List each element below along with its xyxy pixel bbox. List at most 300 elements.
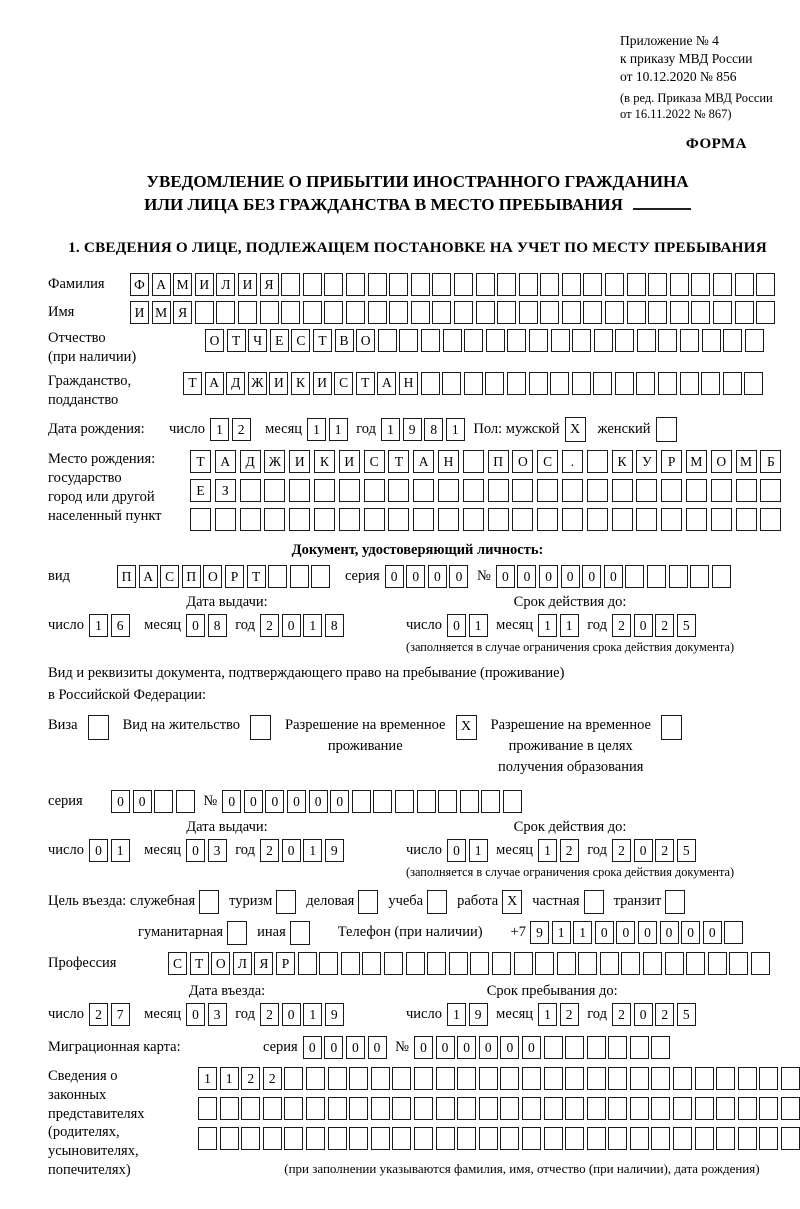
char-cell[interactable]: 1 — [303, 614, 322, 637]
char-cell[interactable]: Л — [216, 273, 235, 296]
char-cell[interactable] — [759, 1097, 778, 1120]
char-cell[interactable] — [661, 479, 682, 502]
char-cell[interactable]: 0 — [414, 1036, 433, 1059]
char-cell[interactable]: 9 — [403, 418, 422, 441]
char-cell[interactable]: 0 — [265, 790, 284, 813]
char-cell[interactable] — [578, 952, 597, 975]
char-cell[interactable] — [551, 329, 570, 352]
tourism-checkbox[interactable] — [276, 890, 296, 914]
char-cell[interactable] — [371, 1097, 390, 1120]
char-cell[interactable]: С — [291, 329, 310, 352]
visa-checkbox[interactable] — [88, 715, 109, 740]
char-cell[interactable] — [522, 1127, 541, 1150]
char-cell[interactable] — [436, 1127, 455, 1150]
char-cell[interactable] — [500, 1127, 519, 1150]
char-cell[interactable]: И — [195, 273, 214, 296]
char-cell[interactable] — [751, 952, 770, 975]
char-cell[interactable] — [615, 329, 634, 352]
char-cell[interactable]: П — [488, 450, 509, 473]
char-cell[interactable] — [328, 1097, 347, 1120]
char-cell[interactable]: 0 — [479, 1036, 498, 1059]
char-cell[interactable] — [522, 1097, 541, 1120]
char-cell[interactable] — [736, 508, 757, 531]
char-cell[interactable] — [781, 1097, 800, 1120]
char-cell[interactable]: Ж — [264, 450, 285, 473]
char-cell[interactable]: Т — [247, 565, 266, 588]
char-cell[interactable] — [729, 952, 748, 975]
char-cell[interactable] — [673, 1127, 692, 1150]
char-cell[interactable] — [263, 1097, 282, 1120]
char-cell[interactable]: 2 — [89, 1003, 108, 1026]
char-cell[interactable]: Т — [190, 450, 211, 473]
char-cell[interactable] — [735, 301, 754, 324]
char-cell[interactable]: И — [238, 273, 257, 296]
char-cell[interactable]: А — [215, 450, 236, 473]
female-checkbox[interactable] — [656, 417, 677, 442]
char-cell[interactable] — [691, 301, 710, 324]
char-cell[interactable]: А — [152, 273, 171, 296]
char-cell[interactable] — [612, 508, 633, 531]
char-cell[interactable]: К — [291, 372, 310, 395]
char-cell[interactable]: О — [356, 329, 375, 352]
char-cell[interactable] — [264, 508, 285, 531]
char-cell[interactable]: 0 — [436, 1036, 455, 1059]
char-cell[interactable]: 1 — [111, 839, 130, 862]
char-cell[interactable]: 0 — [287, 790, 306, 813]
char-cell[interactable]: 8 — [325, 614, 344, 637]
char-cell[interactable]: Р — [276, 952, 295, 975]
char-cell[interactable] — [346, 273, 365, 296]
char-cell[interactable]: 0 — [634, 839, 653, 862]
char-cell[interactable] — [319, 952, 338, 975]
char-cell[interactable]: И — [130, 301, 149, 324]
char-cell[interactable]: 0 — [616, 921, 635, 944]
char-cell[interactable] — [630, 1097, 649, 1120]
char-cell[interactable] — [417, 790, 436, 813]
char-cell[interactable]: Р — [225, 565, 244, 588]
char-cell[interactable] — [716, 1067, 735, 1090]
char-cell[interactable] — [411, 301, 430, 324]
char-cell[interactable]: Е — [270, 329, 289, 352]
char-cell[interactable]: 0 — [539, 565, 558, 588]
char-cell[interactable] — [284, 1097, 303, 1120]
char-cell[interactable]: 2 — [655, 614, 674, 637]
char-cell[interactable] — [414, 1067, 433, 1090]
char-cell[interactable] — [488, 479, 509, 502]
char-cell[interactable] — [284, 1127, 303, 1150]
char-cell[interactable]: 1 — [469, 614, 488, 637]
char-cell[interactable] — [470, 952, 489, 975]
char-cell[interactable]: Б — [760, 450, 781, 473]
char-cell[interactable] — [691, 273, 710, 296]
char-cell[interactable]: 0 — [406, 565, 425, 588]
official-checkbox[interactable] — [199, 890, 219, 914]
char-cell[interactable] — [454, 301, 473, 324]
char-cell[interactable] — [713, 273, 732, 296]
char-cell[interactable] — [384, 952, 403, 975]
char-cell[interactable] — [760, 508, 781, 531]
char-cell[interactable] — [460, 790, 479, 813]
char-cell[interactable] — [432, 301, 451, 324]
char-cell[interactable] — [572, 372, 591, 395]
char-cell[interactable] — [324, 301, 343, 324]
char-cell[interactable] — [290, 565, 309, 588]
char-cell[interactable] — [680, 372, 699, 395]
char-cell[interactable]: Л — [233, 952, 252, 975]
char-cell[interactable]: 2 — [260, 839, 279, 862]
char-cell[interactable]: 0 — [582, 565, 601, 588]
char-cell[interactable] — [215, 508, 236, 531]
char-cell[interactable] — [492, 952, 511, 975]
char-cell[interactable] — [587, 1067, 606, 1090]
char-cell[interactable] — [421, 329, 440, 352]
char-cell[interactable] — [463, 508, 484, 531]
char-cell[interactable]: 0 — [496, 565, 515, 588]
char-cell[interactable] — [500, 1067, 519, 1090]
char-cell[interactable]: 9 — [325, 1003, 344, 1026]
char-cell[interactable]: О — [512, 450, 533, 473]
char-cell[interactable]: К — [314, 450, 335, 473]
char-cell[interactable] — [529, 372, 548, 395]
char-cell[interactable] — [605, 273, 624, 296]
char-cell[interactable] — [341, 952, 360, 975]
char-cell[interactable] — [572, 329, 591, 352]
char-cell[interactable]: 0 — [634, 1003, 653, 1026]
char-cell[interactable]: 9 — [530, 921, 549, 944]
char-cell[interactable] — [260, 301, 279, 324]
char-cell[interactable] — [346, 301, 365, 324]
char-cell[interactable] — [537, 508, 558, 531]
char-cell[interactable] — [738, 1127, 757, 1150]
char-cell[interactable] — [760, 479, 781, 502]
char-cell[interactable] — [314, 508, 335, 531]
char-cell[interactable]: Т — [190, 952, 209, 975]
char-cell[interactable] — [583, 273, 602, 296]
char-cell[interactable] — [670, 301, 689, 324]
char-cell[interactable] — [587, 508, 608, 531]
char-cell[interactable] — [284, 1067, 303, 1090]
char-cell[interactable] — [411, 273, 430, 296]
humanitarian-checkbox[interactable] — [227, 921, 247, 945]
char-cell[interactable]: 0 — [681, 921, 700, 944]
char-cell[interactable] — [565, 1097, 584, 1120]
char-cell[interactable] — [497, 301, 516, 324]
char-cell[interactable]: 0 — [703, 921, 722, 944]
char-cell[interactable] — [711, 479, 732, 502]
char-cell[interactable] — [339, 508, 360, 531]
char-cell[interactable]: 7 — [111, 1003, 130, 1026]
char-cell[interactable]: 1 — [303, 1003, 322, 1026]
char-cell[interactable]: 8 — [424, 418, 443, 441]
char-cell[interactable]: Я — [173, 301, 192, 324]
char-cell[interactable] — [399, 329, 418, 352]
char-cell[interactable] — [759, 1067, 778, 1090]
business-checkbox[interactable] — [358, 890, 378, 914]
char-cell[interactable] — [481, 790, 500, 813]
char-cell[interactable] — [537, 479, 558, 502]
char-cell[interactable] — [736, 479, 757, 502]
char-cell[interactable] — [759, 1127, 778, 1150]
char-cell[interactable]: Я — [254, 952, 273, 975]
char-cell[interactable] — [686, 479, 707, 502]
char-cell[interactable] — [686, 952, 705, 975]
char-cell[interactable] — [670, 273, 689, 296]
char-cell[interactable] — [608, 1097, 627, 1120]
char-cell[interactable]: 1 — [469, 839, 488, 862]
char-cell[interactable] — [701, 372, 720, 395]
char-cell[interactable] — [608, 1036, 627, 1059]
char-cell[interactable]: 1 — [307, 418, 326, 441]
char-cell[interactable]: Н — [438, 450, 459, 473]
char-cell[interactable] — [781, 1127, 800, 1150]
char-cell[interactable] — [371, 1067, 390, 1090]
char-cell[interactable]: 0 — [447, 614, 466, 637]
char-cell[interactable]: 5 — [677, 839, 696, 862]
char-cell[interactable] — [395, 790, 414, 813]
char-cell[interactable]: П — [182, 565, 201, 588]
char-cell[interactable]: 0 — [282, 839, 301, 862]
char-cell[interactable] — [457, 1067, 476, 1090]
char-cell[interactable]: Д — [240, 450, 261, 473]
char-cell[interactable] — [643, 952, 662, 975]
char-cell[interactable]: 0 — [282, 614, 301, 637]
char-cell[interactable]: Р — [661, 450, 682, 473]
residence-permit-checkbox[interactable] — [250, 715, 271, 740]
char-cell[interactable]: 0 — [309, 790, 328, 813]
char-cell[interactable] — [648, 273, 667, 296]
char-cell[interactable] — [176, 790, 195, 813]
char-cell[interactable]: А — [205, 372, 224, 395]
char-cell[interactable] — [587, 450, 608, 473]
char-cell[interactable] — [240, 508, 261, 531]
char-cell[interactable] — [352, 790, 371, 813]
char-cell[interactable] — [583, 301, 602, 324]
study-checkbox[interactable] — [427, 890, 447, 914]
char-cell[interactable] — [479, 1097, 498, 1120]
char-cell[interactable]: Т — [356, 372, 375, 395]
char-cell[interactable]: 1 — [381, 418, 400, 441]
char-cell[interactable] — [373, 790, 392, 813]
char-cell[interactable] — [488, 508, 509, 531]
char-cell[interactable] — [389, 301, 408, 324]
char-cell[interactable]: О — [203, 565, 222, 588]
char-cell[interactable]: 2 — [560, 1003, 579, 1026]
char-cell[interactable] — [476, 273, 495, 296]
char-cell[interactable]: 2 — [263, 1067, 282, 1090]
char-cell[interactable] — [673, 1067, 692, 1090]
char-cell[interactable] — [593, 372, 612, 395]
char-cell[interactable] — [723, 372, 742, 395]
char-cell[interactable] — [220, 1127, 239, 1150]
char-cell[interactable]: И — [269, 372, 288, 395]
char-cell[interactable]: М — [173, 273, 192, 296]
char-cell[interactable] — [744, 372, 763, 395]
char-cell[interactable] — [550, 372, 569, 395]
char-cell[interactable] — [630, 1067, 649, 1090]
char-cell[interactable] — [756, 273, 775, 296]
char-cell[interactable] — [651, 1067, 670, 1090]
char-cell[interactable] — [562, 273, 581, 296]
char-cell[interactable] — [587, 1097, 606, 1120]
char-cell[interactable] — [540, 273, 559, 296]
char-cell[interactable]: 2 — [560, 839, 579, 862]
char-cell[interactable] — [389, 273, 408, 296]
char-cell[interactable] — [636, 508, 657, 531]
char-cell[interactable] — [535, 952, 554, 975]
char-cell[interactable] — [436, 1097, 455, 1120]
char-cell[interactable] — [612, 479, 633, 502]
char-cell[interactable] — [544, 1127, 563, 1150]
char-cell[interactable]: 0 — [186, 1003, 205, 1026]
char-cell[interactable]: А — [377, 372, 396, 395]
char-cell[interactable]: 0 — [330, 790, 349, 813]
char-cell[interactable]: 2 — [232, 418, 251, 441]
char-cell[interactable]: 0 — [517, 565, 536, 588]
char-cell[interactable]: У — [636, 450, 657, 473]
title-blank-underline[interactable] — [633, 194, 691, 210]
char-cell[interactable] — [647, 565, 666, 588]
char-cell[interactable]: О — [211, 952, 230, 975]
char-cell[interactable]: Ф — [130, 273, 149, 296]
char-cell[interactable]: 0 — [449, 565, 468, 588]
char-cell[interactable]: А — [139, 565, 158, 588]
char-cell[interactable] — [507, 329, 526, 352]
char-cell[interactable] — [695, 1067, 714, 1090]
char-cell[interactable] — [637, 329, 656, 352]
char-cell[interactable] — [306, 1097, 325, 1120]
char-cell[interactable]: 1 — [89, 614, 108, 637]
char-cell[interactable] — [669, 565, 688, 588]
char-cell[interactable] — [414, 1097, 433, 1120]
char-cell[interactable]: М — [152, 301, 171, 324]
char-cell[interactable] — [512, 508, 533, 531]
char-cell[interactable] — [745, 329, 764, 352]
char-cell[interactable]: 9 — [469, 1003, 488, 1026]
char-cell[interactable]: О — [711, 450, 732, 473]
char-cell[interactable] — [673, 1097, 692, 1120]
char-cell[interactable]: 0 — [222, 790, 241, 813]
char-cell[interactable]: 0 — [604, 565, 623, 588]
char-cell[interactable] — [680, 329, 699, 352]
char-cell[interactable] — [512, 479, 533, 502]
char-cell[interactable] — [388, 479, 409, 502]
char-cell[interactable]: П — [117, 565, 136, 588]
char-cell[interactable]: 0 — [638, 921, 657, 944]
char-cell[interactable]: 3 — [208, 839, 227, 862]
char-cell[interactable]: С — [537, 450, 558, 473]
char-cell[interactable]: О — [205, 329, 224, 352]
char-cell[interactable] — [289, 508, 310, 531]
work-checkbox[interactable]: X — [502, 890, 522, 914]
char-cell[interactable] — [240, 479, 261, 502]
char-cell[interactable]: Т — [388, 450, 409, 473]
char-cell[interactable]: С — [334, 372, 353, 395]
char-cell[interactable]: 0 — [634, 614, 653, 637]
char-cell[interactable]: 0 — [133, 790, 152, 813]
char-cell[interactable]: 0 — [324, 1036, 343, 1059]
char-cell[interactable] — [627, 273, 646, 296]
char-cell[interactable]: 0 — [346, 1036, 365, 1059]
char-cell[interactable] — [264, 479, 285, 502]
char-cell[interactable]: Ж — [248, 372, 267, 395]
male-checkbox[interactable]: X — [565, 417, 586, 442]
char-cell[interactable] — [190, 508, 211, 531]
other-checkbox[interactable] — [290, 921, 310, 945]
char-cell[interactable] — [529, 329, 548, 352]
char-cell[interactable] — [328, 1067, 347, 1090]
char-cell[interactable] — [507, 372, 526, 395]
char-cell[interactable]: 2 — [241, 1067, 260, 1090]
char-cell[interactable]: 1 — [538, 1003, 557, 1026]
char-cell[interactable]: 1 — [552, 921, 571, 944]
char-cell[interactable] — [479, 1067, 498, 1090]
char-cell[interactable]: 0 — [282, 1003, 301, 1026]
char-cell[interactable] — [198, 1097, 217, 1120]
char-cell[interactable] — [281, 273, 300, 296]
char-cell[interactable]: 5 — [677, 1003, 696, 1026]
char-cell[interactable] — [562, 301, 581, 324]
char-cell[interactable] — [268, 565, 287, 588]
char-cell[interactable] — [630, 1036, 649, 1059]
char-cell[interactable]: 1 — [198, 1067, 217, 1090]
char-cell[interactable] — [443, 329, 462, 352]
char-cell[interactable] — [339, 479, 360, 502]
char-cell[interactable]: Т — [183, 372, 202, 395]
char-cell[interactable] — [427, 952, 446, 975]
char-cell[interactable] — [500, 1097, 519, 1120]
char-cell[interactable] — [738, 1097, 757, 1120]
char-cell[interactable] — [463, 479, 484, 502]
char-cell[interactable]: 1 — [447, 1003, 466, 1026]
char-cell[interactable]: Н — [399, 372, 418, 395]
char-cell[interactable] — [303, 273, 322, 296]
temp-residence-checkbox[interactable]: X — [456, 715, 477, 740]
char-cell[interactable] — [587, 479, 608, 502]
char-cell[interactable] — [738, 1067, 757, 1090]
char-cell[interactable]: 1 — [446, 418, 465, 441]
char-cell[interactable] — [263, 1127, 282, 1150]
char-cell[interactable] — [665, 952, 684, 975]
char-cell[interactable] — [686, 508, 707, 531]
char-cell[interactable] — [713, 301, 732, 324]
char-cell[interactable] — [600, 952, 619, 975]
char-cell[interactable]: А — [413, 450, 434, 473]
char-cell[interactable] — [625, 565, 644, 588]
char-cell[interactable] — [154, 790, 173, 813]
private-checkbox[interactable] — [584, 890, 604, 914]
char-cell[interactable]: 8 — [208, 614, 227, 637]
char-cell[interactable] — [362, 952, 381, 975]
char-cell[interactable] — [241, 1097, 260, 1120]
char-cell[interactable]: Ч — [248, 329, 267, 352]
char-cell[interactable] — [695, 1127, 714, 1150]
char-cell[interactable] — [454, 273, 473, 296]
char-cell[interactable]: 2 — [612, 1003, 631, 1026]
char-cell[interactable] — [651, 1127, 670, 1150]
char-cell[interactable] — [658, 329, 677, 352]
char-cell[interactable] — [479, 1127, 498, 1150]
char-cell[interactable] — [281, 301, 300, 324]
char-cell[interactable] — [421, 372, 440, 395]
char-cell[interactable] — [195, 301, 214, 324]
char-cell[interactable]: 0 — [303, 1036, 322, 1059]
char-cell[interactable] — [289, 479, 310, 502]
char-cell[interactable] — [438, 479, 459, 502]
char-cell[interactable] — [414, 1127, 433, 1150]
char-cell[interactable]: И — [339, 450, 360, 473]
char-cell[interactable] — [303, 301, 322, 324]
char-cell[interactable]: 1 — [329, 418, 348, 441]
